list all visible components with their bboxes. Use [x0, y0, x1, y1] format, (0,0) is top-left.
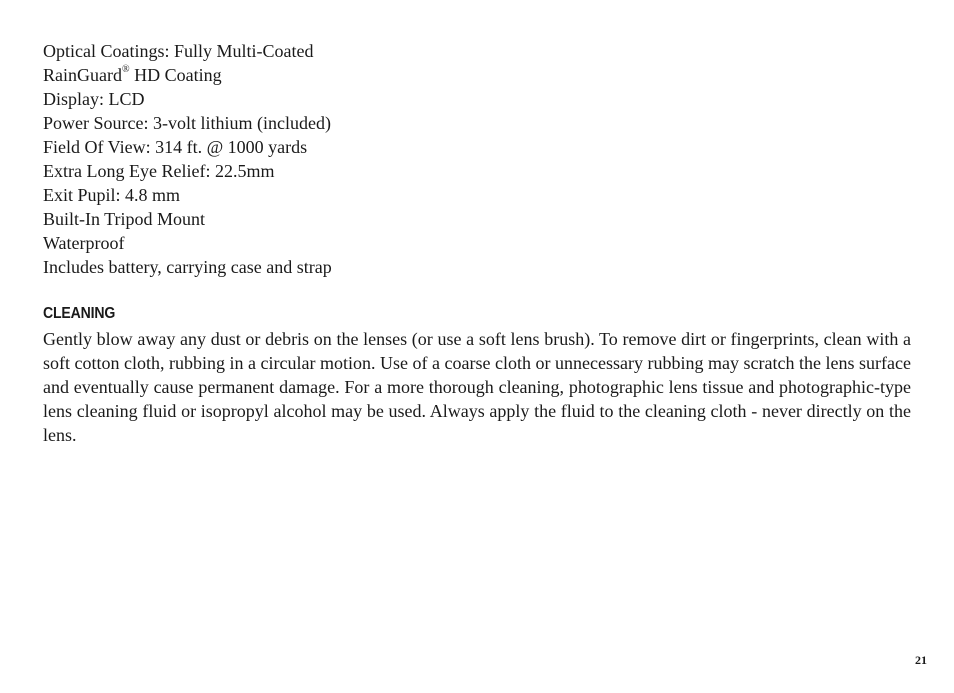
registered-mark: ®	[121, 64, 130, 75]
spec-item-optical-coatings	[43, 39, 332, 63]
spec-text: Built-In Tripod Mount	[43, 209, 206, 229]
spec-item-waterproof	[43, 231, 332, 255]
page-number: 21	[915, 653, 927, 667]
spec-item-power-source	[43, 111, 332, 135]
spec-item-rainguard	[43, 63, 332, 87]
cleaning-body: Gently blow away any dust or debris on the lenses (or use a soft lens brush). To remove dirt or fingerprints, clean with a soft cotton cloth, rubbing in a circular motion. Use of a coarse cloth or unnecessary rubbing may scratch the lens surface and eventually cause permanent damage. For a more thorough cleaning, photographic lens tissue and photographic-type lens cleaning fluid or isopropyl alcohol may be used. Always apply the fluid to the cleaning cloth - never directly on the lens.	[43, 329, 911, 445]
spec-text: Display: LCD	[43, 89, 145, 109]
cleaning-heading: CLEANING	[43, 305, 116, 322]
spec-list	[43, 39, 332, 279]
spec-text: Exit Pupil: 4.8 mm	[43, 185, 181, 205]
spec-text: RainGuard	[43, 65, 122, 85]
spec-text: Waterproof	[43, 233, 125, 253]
spec-item-display	[43, 87, 332, 111]
spec-item-tripod-mount	[43, 207, 332, 231]
spec-item-exit-pupil	[43, 183, 332, 207]
spec-text: Extra Long Eye Relief: 22.5mm	[43, 161, 275, 181]
spec-text: Optical Coatings: Fully Multi-Coated	[43, 41, 314, 61]
spec-item-field-of-view	[43, 135, 332, 159]
spec-item-includes	[43, 255, 332, 279]
spec-text: Power Source: 3-volt lithium (included)	[43, 113, 331, 133]
spec-text: Includes battery, carrying case and strap	[43, 257, 332, 277]
spec-text-suffix: HD Coating	[129, 65, 222, 85]
spec-item-eye-relief	[43, 159, 332, 183]
spec-text: Field Of View: 314 ft. @ 1000 yards	[43, 137, 308, 157]
